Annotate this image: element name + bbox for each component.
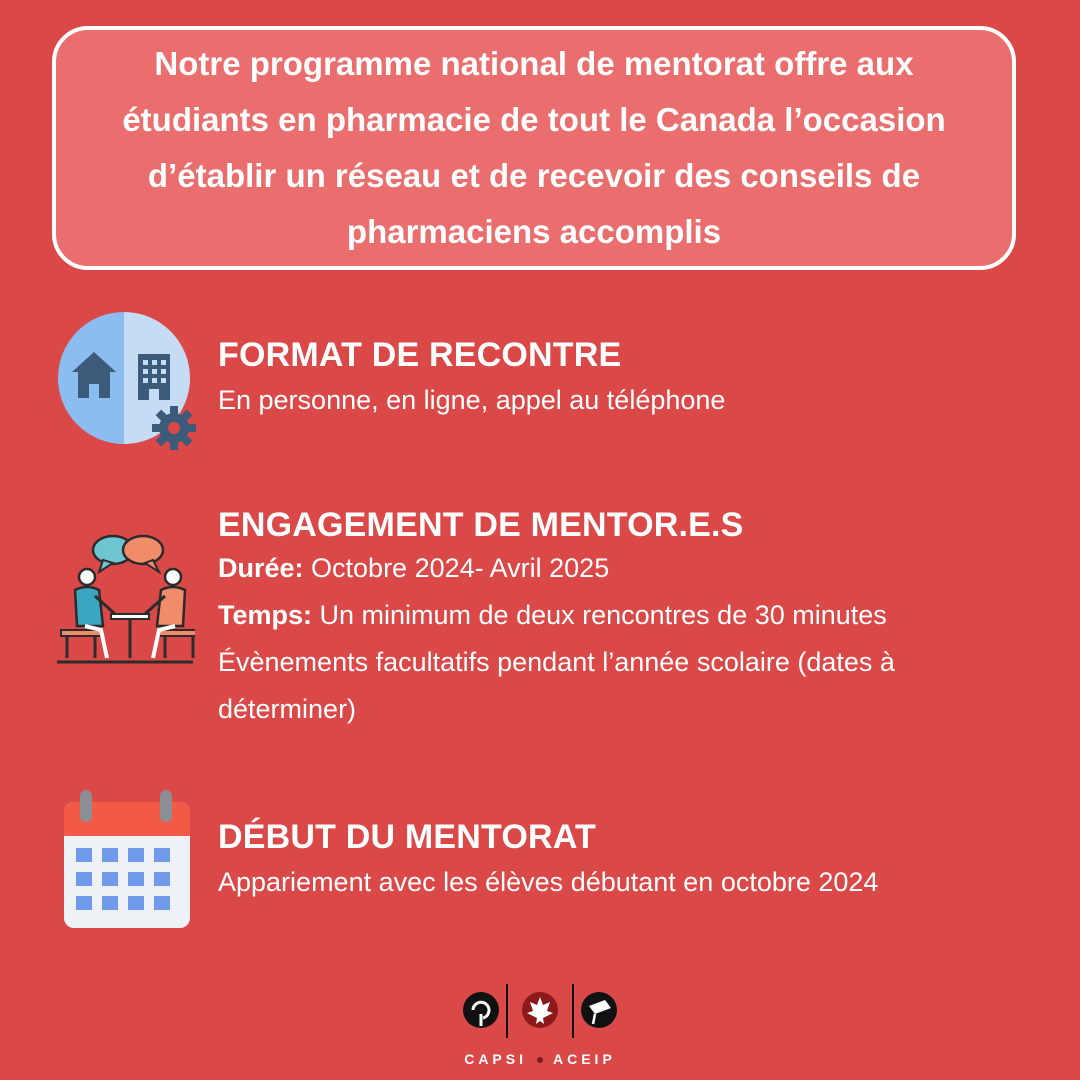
home-building-gear-icon [58, 312, 198, 452]
org-right: ACEIP [553, 1051, 616, 1067]
section-format [218, 336, 725, 424]
format-text: En personne, en ligne, appel au téléphone [218, 385, 726, 415]
section-start [218, 818, 878, 906]
events-line-2: déterminer) [218, 694, 357, 724]
intro-box [52, 26, 1016, 270]
logo-marks-icon [455, 980, 625, 1042]
start-title: DÉBUT DU MENTORAT [218, 818, 597, 856]
time-label: Temps: [218, 600, 313, 630]
engagement-title: ENGAGEMENT DE MENTOR.E.S [218, 506, 744, 544]
logo-wordmark [0, 1051, 1080, 1067]
events-line-1: Évènements facultatifs pendant l’année scolaire (dates à [218, 647, 895, 677]
section-engagement [218, 506, 895, 733]
duration-line [218, 545, 895, 592]
duration-label: Durée: [218, 553, 304, 583]
separator-dot [537, 1057, 543, 1063]
capsi-logo [0, 980, 1080, 1067]
org-left: CAPSI [464, 1051, 527, 1067]
intro-text: Notre programme national de mentorat offre aux étudiants en pharmacie de tout le Canada l’occasion d’établir un réseau et de recevoir des conseils de pharmaciens accomplis [122, 45, 946, 250]
mentoring-meeting-icon [55, 530, 195, 670]
format-title: FORMAT DE RECONTRE [218, 336, 622, 374]
time-value: Un minimum de deux rencontres de 30 minutes [312, 600, 887, 630]
start-text: Appariement avec les élèves débutant en octobre 2024 [218, 867, 879, 897]
duration-value: Octobre 2024- Avril 2025 [303, 553, 610, 583]
time-line [218, 592, 895, 639]
calendar-icon [60, 786, 194, 932]
